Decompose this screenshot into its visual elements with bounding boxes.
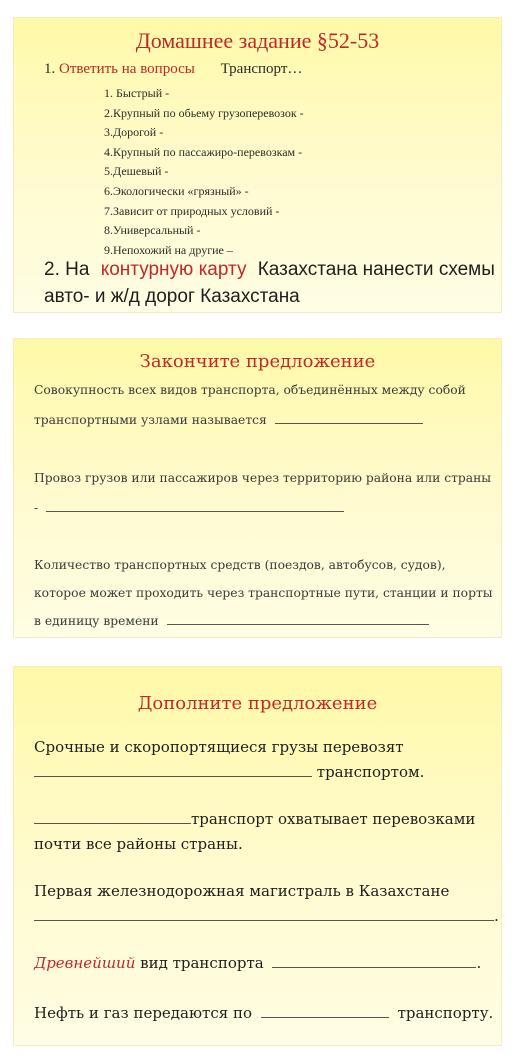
sentence-3 xyxy=(34,551,494,635)
sentence-1 xyxy=(34,375,494,435)
sentence-5 xyxy=(34,1001,499,1026)
task-1-number: 1. xyxy=(44,61,56,77)
answer-blank[interactable] xyxy=(34,775,312,777)
complete-sentence-card xyxy=(13,666,502,1046)
answer-blank[interactable] xyxy=(46,510,344,512)
list-item: 6.Экологически «грязный» - xyxy=(104,183,249,198)
task-2-rest: Казахстана нанести схемы авто- и ж/д дорог Казахстана xyxy=(44,259,495,307)
list-item: 3.Дорогой - xyxy=(104,125,164,140)
finish-sentence-card xyxy=(13,338,502,638)
list-item: 5.Дешевый - xyxy=(104,164,169,179)
list-item: 4.Крупный по пассажиро-перевозкам - xyxy=(104,144,303,159)
answer-blank[interactable] xyxy=(34,822,191,824)
question-list xyxy=(104,84,304,260)
sentence-1-text: Совокупность всех видов транспорта, объединённых между собой транспортными узлами называется xyxy=(34,383,466,427)
sentence-5-end: транспорту. xyxy=(397,1004,494,1022)
answer-blank[interactable] xyxy=(261,1016,389,1018)
complete-sentence-title: Дополните предложение xyxy=(137,693,378,714)
task-1 xyxy=(44,61,302,78)
answer-blank[interactable] xyxy=(34,919,494,921)
sentence-1-end: транспортом. xyxy=(316,763,425,781)
sentence-2 xyxy=(34,463,494,523)
task-1-label: Ответить на вопросы xyxy=(59,61,195,77)
sentence-3-text: Количество транспортных средств (поездов, автобусов, судов), которое может проходить через транспортные пути, станции и порты в единицу времени xyxy=(34,558,493,628)
homework-title: Домашнее задание §52-53 xyxy=(135,28,380,53)
sentence-2-text: транспорт охватывает перевозками почти все районы страны. xyxy=(34,810,476,853)
finish-sentence-title: Закончите предложение xyxy=(139,351,376,372)
sentence-3-text: Первая железнодорожная магистраль в Казахстане xyxy=(34,882,450,900)
list-item: 7.Зависит от природных условий - xyxy=(104,203,280,218)
sentence-2-text: Провоз грузов или пассажиров через территорию района или страны - xyxy=(34,471,492,515)
list-item: 9.Непохожий на другие – xyxy=(104,242,233,257)
list-item: 1. Быстрый - xyxy=(104,86,170,100)
task-2 xyxy=(44,256,499,310)
list-item: 8.Универсальный - xyxy=(104,223,201,238)
sentence-3 xyxy=(34,879,499,929)
sentence-4-highlight: Древнейший xyxy=(34,954,136,972)
answer-blank[interactable] xyxy=(275,422,423,424)
sentence-3-end: . xyxy=(494,907,499,925)
task-1-topic: Транспорт… xyxy=(220,61,303,77)
sentence-1-start: Срочные и скоропортящиеся грузы перевозят xyxy=(34,738,404,756)
sentence-4-text: вид транспорта xyxy=(140,954,264,972)
task-2-highlight: контурную карту xyxy=(100,259,247,280)
sentence-5-start: Нефть и газ передаются по xyxy=(34,1004,252,1022)
list-item: 2.Крупный по обьему грузоперевозок - xyxy=(104,105,304,120)
sentence-2 xyxy=(34,807,499,857)
sentence-4 xyxy=(34,951,499,976)
task-2-prefix: 2. На xyxy=(44,259,90,280)
sentence-1 xyxy=(34,735,499,785)
homework-card xyxy=(13,17,502,313)
answer-blank[interactable] xyxy=(167,623,429,625)
answer-blank[interactable] xyxy=(272,966,476,968)
sentence-4-end: . xyxy=(476,954,482,972)
